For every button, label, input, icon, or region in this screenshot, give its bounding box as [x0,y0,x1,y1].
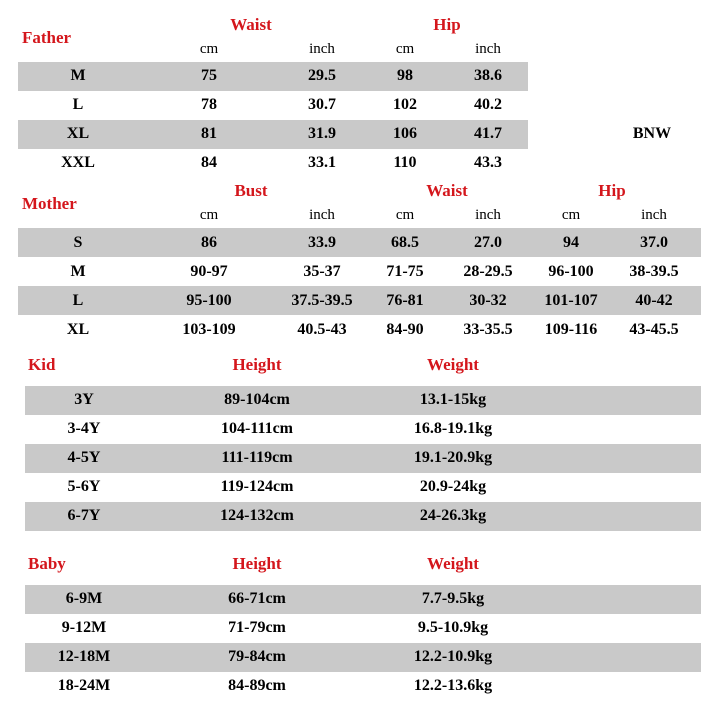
father-group-waist: Waist [230,15,272,34]
table-cell: 79-84cm [228,648,286,665]
table-cell: 84 [201,154,217,171]
table-cell: 78 [201,96,217,113]
row-band [18,120,528,149]
size-cell: L [72,292,84,309]
mother-unit: cm [395,207,415,223]
table-cell: 43.3 [474,154,502,171]
table-cell: 38.6 [474,67,502,84]
table-cell: 111-119cm [221,449,293,466]
mother-unit: inch [475,207,501,223]
mother-unit: cm [199,207,219,223]
table-cell: 106 [393,125,417,142]
table-cell: 7.7-9.5kg [421,590,485,607]
table-cell: 103-109 [182,321,236,338]
table-cell: 76-81 [386,292,424,309]
size-cell: XL [66,321,90,338]
table-cell: 30.7 [308,96,336,113]
table-cell: 38-39.5 [629,263,679,280]
table-cell: 84-90 [386,321,424,338]
table-cell: 40.2 [474,96,502,113]
table-cell: 86 [201,234,217,251]
table-cell: 28-29.5 [463,263,513,280]
size-cell: M [70,67,86,84]
table-cell: 12.2-10.9kg [413,648,493,665]
table-cell: 102 [393,96,417,113]
mother-label: Mother [22,194,77,213]
mother-group-bust: Bust [234,181,268,200]
table-cell: 33.9 [308,234,336,251]
table-cell: 29.5 [308,67,336,84]
size-cell: 18-24M [57,677,111,694]
father-unit: cm [395,41,415,57]
size-cell: XL [66,125,90,142]
table-cell: 96-100 [548,263,594,280]
father-unit: inch [309,41,335,57]
father-label: Father [22,28,72,47]
table-cell: 9.5-10.9kg [417,619,489,636]
table-cell: 90-97 [190,263,228,280]
father-unit: cm [199,41,219,57]
table-cell: 30-32 [469,292,507,309]
table-cell: 27.0 [474,234,502,251]
table-cell: 109-116 [544,321,598,338]
size-cell: 5-6Y [67,478,101,495]
row-band [18,62,528,91]
table-cell: 31.9 [308,125,336,142]
size-cell: XXL [61,154,95,171]
table-cell: 33.1 [308,154,336,171]
table-cell: 24-26.3kg [419,507,487,524]
table-cell: 35-37 [303,263,341,280]
size-cell: M [70,263,86,280]
size-cell: L [72,96,84,113]
table-cell: 37.0 [640,234,668,251]
size-cell: S [73,234,83,251]
table-cell: 37.5-39.5 [291,292,353,309]
mother-group-hip: Hip [598,181,626,200]
row-band [25,386,701,415]
table-cell: 81 [201,125,217,142]
size-cell: 6-9M [65,590,103,607]
row-band [25,444,701,473]
baby-header-weight: Weight [427,554,479,573]
table-cell: 33-35.5 [463,321,513,338]
table-cell: 43-45.5 [629,321,679,338]
table-cell: 75 [201,67,217,84]
table-cell: 68.5 [391,234,419,251]
size-cell: 9-12M [61,619,107,636]
table-cell: 84-89cm [228,677,286,694]
row-band [25,643,701,672]
table-cell: 110 [393,154,417,171]
father-group-hip: Hip [433,15,461,34]
size-cell: 6-7Y [67,507,101,524]
table-cell: 104-111cm [221,420,293,437]
table-cell: 71-79cm [228,619,286,636]
size-cell: 4-5Y [67,449,101,466]
mother-unit: inch [641,207,667,223]
table-cell: 40-42 [635,292,673,309]
row-band [25,502,701,531]
table-cell: 98 [397,67,413,84]
table-cell: 40.5-43 [297,321,347,338]
table-cell: 124-132cm [220,507,294,524]
brand-logo-text: BNW [632,125,672,142]
size-cell: 3-4Y [67,420,101,437]
table-cell: 66-71cm [228,590,286,607]
table-cell: 101-107 [544,292,598,309]
table-cell: 89-104cm [224,391,290,408]
father-unit: inch [475,41,501,57]
table-cell: 41.7 [474,125,502,142]
mother-unit: cm [561,207,581,223]
table-cell: 13.1-15kg [419,391,487,408]
table-cell: 19.1-20.9kg [413,449,493,466]
row-band [18,286,701,315]
table-cell: 94 [563,234,579,251]
kid-header-weight: Weight [427,355,479,374]
table-cell: 12.2-13.6kg [413,677,493,694]
mother-group-waist: Waist [426,181,468,200]
size-cell: 12-18M [57,648,111,665]
row-band [18,228,701,257]
table-cell: 119-124cm [220,478,294,495]
baby-header-height: Height [232,554,282,573]
table-cell: 20.9-24kg [419,478,487,495]
mother-unit: inch [309,207,335,223]
kid-label: Kid [28,355,56,374]
row-band [25,585,701,614]
kid-header-height: Height [232,355,282,374]
table-cell: 71-75 [386,263,424,280]
baby-label: Baby [28,554,66,573]
table-cell: 95-100 [186,292,232,309]
size-cell: 3Y [74,391,94,408]
table-cell: 16.8-19.1kg [413,420,493,437]
